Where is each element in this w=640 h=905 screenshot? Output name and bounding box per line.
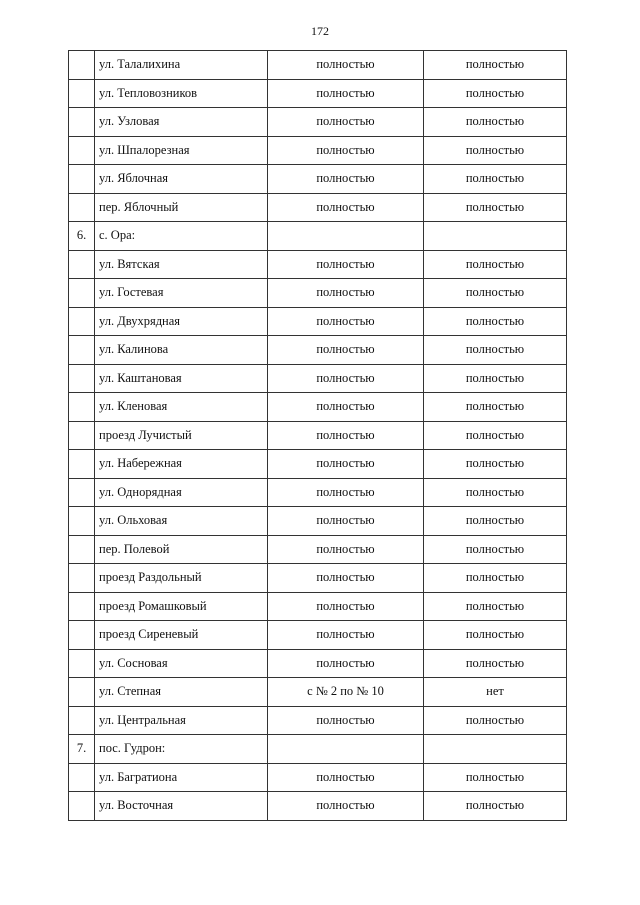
street-name-cell: ул. Гостевая bbox=[95, 279, 268, 308]
row-number-cell bbox=[69, 478, 95, 507]
table-row bbox=[69, 193, 567, 222]
odd-side-cell: полностью bbox=[424, 592, 567, 621]
table-row bbox=[69, 108, 567, 137]
odd-side-cell: полностью bbox=[424, 108, 567, 137]
street-name-cell: проезд Раздольный bbox=[95, 564, 268, 593]
odd-side-cell: полностью bbox=[424, 364, 567, 393]
even-side-cell: полностью bbox=[268, 421, 424, 450]
even-side-cell: полностью bbox=[268, 193, 424, 222]
table-row bbox=[69, 393, 567, 422]
table-row bbox=[69, 478, 567, 507]
street-name-cell: ул. Сосновая bbox=[95, 649, 268, 678]
street-name-cell: ул. Восточная bbox=[95, 792, 268, 821]
table-row bbox=[69, 364, 567, 393]
table-row bbox=[69, 307, 567, 336]
street-name-cell: с. Ора: bbox=[95, 222, 268, 251]
table-row bbox=[69, 535, 567, 564]
even-side-cell: полностью bbox=[268, 706, 424, 735]
street-name-cell: ул. Набережная bbox=[95, 450, 268, 479]
street-name-cell: ул. Талалихина bbox=[95, 51, 268, 80]
row-number-cell bbox=[69, 108, 95, 137]
street-name-cell: ул. Тепловозников bbox=[95, 79, 268, 108]
street-name-cell: ул. Яблочная bbox=[95, 165, 268, 194]
table-row bbox=[69, 706, 567, 735]
row-number-cell bbox=[69, 535, 95, 564]
streets-table bbox=[68, 50, 567, 821]
table-row bbox=[69, 250, 567, 279]
row-number-cell bbox=[69, 279, 95, 308]
row-number-cell bbox=[69, 564, 95, 593]
street-name-cell: ул. Вятская bbox=[95, 250, 268, 279]
odd-side-cell: полностью bbox=[424, 564, 567, 593]
odd-side-cell bbox=[424, 222, 567, 251]
odd-side-cell: полностью bbox=[424, 421, 567, 450]
table-row bbox=[69, 51, 567, 80]
street-name-cell: ул. Калинова bbox=[95, 336, 268, 365]
street-name-cell: ул. Кленовая bbox=[95, 393, 268, 422]
row-number-cell bbox=[69, 307, 95, 336]
row-number-cell bbox=[69, 250, 95, 279]
even-side-cell: полностью bbox=[268, 507, 424, 536]
row-number-cell bbox=[69, 678, 95, 707]
street-name-cell: ул. Багратиона bbox=[95, 763, 268, 792]
even-side-cell: полностью bbox=[268, 165, 424, 194]
street-name-cell: пер. Яблочный bbox=[95, 193, 268, 222]
table-row bbox=[69, 336, 567, 365]
row-number-cell bbox=[69, 336, 95, 365]
odd-side-cell: полностью bbox=[424, 307, 567, 336]
even-side-cell: полностью bbox=[268, 592, 424, 621]
table-row bbox=[69, 763, 567, 792]
odd-side-cell: полностью bbox=[424, 165, 567, 194]
row-number-cell bbox=[69, 763, 95, 792]
table-row bbox=[69, 735, 567, 764]
table-row bbox=[69, 621, 567, 650]
odd-side-cell: полностью bbox=[424, 507, 567, 536]
row-number-cell bbox=[69, 792, 95, 821]
even-side-cell: полностью bbox=[268, 393, 424, 422]
table-row bbox=[69, 450, 567, 479]
odd-side-cell: полностью bbox=[424, 193, 567, 222]
table-row bbox=[69, 792, 567, 821]
row-number-cell bbox=[69, 421, 95, 450]
even-side-cell bbox=[268, 735, 424, 764]
row-number-cell bbox=[69, 649, 95, 678]
table-row bbox=[69, 507, 567, 536]
odd-side-cell: нет bbox=[424, 678, 567, 707]
street-name-cell: ул. Двухрядная bbox=[95, 307, 268, 336]
row-number-cell: 6. bbox=[69, 222, 95, 251]
street-name-cell: ул. Центральная bbox=[95, 706, 268, 735]
row-number-cell: 7. bbox=[69, 735, 95, 764]
even-side-cell: полностью bbox=[268, 450, 424, 479]
even-side-cell: полностью bbox=[268, 763, 424, 792]
table-row bbox=[69, 79, 567, 108]
street-name-cell: ул. Однорядная bbox=[95, 478, 268, 507]
odd-side-cell: полностью bbox=[424, 279, 567, 308]
row-number-cell bbox=[69, 393, 95, 422]
row-number-cell bbox=[69, 165, 95, 194]
street-name-cell: ул. Каштановая bbox=[95, 364, 268, 393]
odd-side-cell: полностью bbox=[424, 336, 567, 365]
odd-side-cell: полностью bbox=[424, 51, 567, 80]
odd-side-cell: полностью bbox=[424, 450, 567, 479]
even-side-cell: полностью bbox=[268, 136, 424, 165]
even-side-cell: полностью bbox=[268, 336, 424, 365]
row-number-cell bbox=[69, 507, 95, 536]
street-name-cell: проезд Лучистый bbox=[95, 421, 268, 450]
street-name-cell: ул. Узловая bbox=[95, 108, 268, 137]
even-side-cell: полностью bbox=[268, 649, 424, 678]
table-row bbox=[69, 279, 567, 308]
table-row bbox=[69, 165, 567, 194]
row-number-cell bbox=[69, 592, 95, 621]
even-side-cell: полностью bbox=[268, 51, 424, 80]
even-side-cell: полностью bbox=[268, 621, 424, 650]
even-side-cell: полностью bbox=[268, 364, 424, 393]
even-side-cell: полностью bbox=[268, 792, 424, 821]
even-side-cell: полностью bbox=[268, 478, 424, 507]
even-side-cell: полностью bbox=[268, 564, 424, 593]
odd-side-cell: полностью bbox=[424, 535, 567, 564]
even-side-cell: полностью bbox=[268, 307, 424, 336]
table-row bbox=[69, 564, 567, 593]
row-number-cell bbox=[69, 621, 95, 650]
table-body bbox=[69, 51, 567, 821]
odd-side-cell: полностью bbox=[424, 393, 567, 422]
street-name-cell: проезд Ромашковый bbox=[95, 592, 268, 621]
row-number-cell bbox=[69, 450, 95, 479]
even-side-cell: полностью bbox=[268, 108, 424, 137]
street-name-cell: пер. Полевой bbox=[95, 535, 268, 564]
row-number-cell bbox=[69, 706, 95, 735]
street-name-cell: ул. Ольховая bbox=[95, 507, 268, 536]
even-side-cell: полностью bbox=[268, 79, 424, 108]
table-row bbox=[69, 136, 567, 165]
table-row bbox=[69, 649, 567, 678]
row-number-cell bbox=[69, 193, 95, 222]
street-name-cell: ул. Шпалорезная bbox=[95, 136, 268, 165]
odd-side-cell: полностью bbox=[424, 763, 567, 792]
even-side-cell: полностью bbox=[268, 535, 424, 564]
odd-side-cell: полностью bbox=[424, 79, 567, 108]
odd-side-cell: полностью bbox=[424, 478, 567, 507]
odd-side-cell: полностью bbox=[424, 136, 567, 165]
page-number: 172 bbox=[311, 24, 329, 38]
street-name-cell: пос. Гудрон: bbox=[95, 735, 268, 764]
odd-side-cell bbox=[424, 735, 567, 764]
odd-side-cell: полностью bbox=[424, 792, 567, 821]
odd-side-cell: полностью bbox=[424, 649, 567, 678]
even-side-cell bbox=[268, 222, 424, 251]
table-row bbox=[69, 592, 567, 621]
row-number-cell bbox=[69, 364, 95, 393]
table-row bbox=[69, 678, 567, 707]
street-name-cell: проезд Сиреневый bbox=[95, 621, 268, 650]
even-side-cell: с № 2 по № 10 bbox=[268, 678, 424, 707]
odd-side-cell: полностью bbox=[424, 706, 567, 735]
odd-side-cell: полностью bbox=[424, 621, 567, 650]
even-side-cell: полностью bbox=[268, 250, 424, 279]
row-number-cell bbox=[69, 51, 95, 80]
row-number-cell bbox=[69, 136, 95, 165]
street-name-cell: ул. Степная bbox=[95, 678, 268, 707]
table-row bbox=[69, 421, 567, 450]
table-row bbox=[69, 222, 567, 251]
odd-side-cell: полностью bbox=[424, 250, 567, 279]
row-number-cell bbox=[69, 79, 95, 108]
even-side-cell: полностью bbox=[268, 279, 424, 308]
